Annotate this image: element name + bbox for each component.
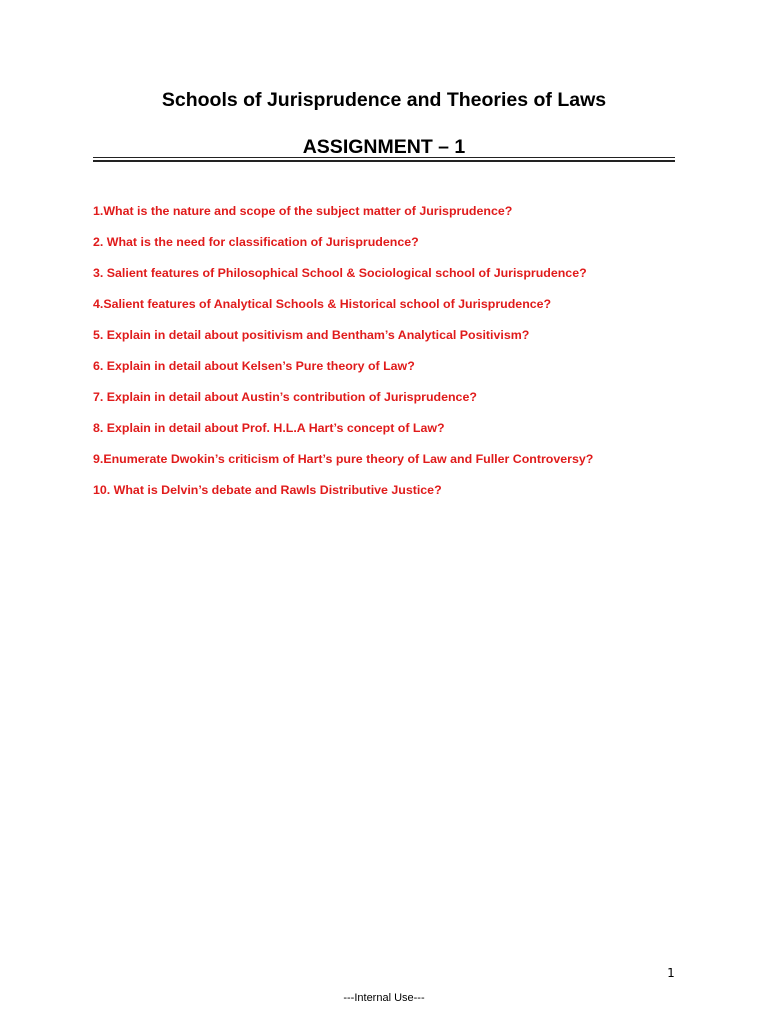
double-rule-divider bbox=[93, 157, 675, 162]
question-item: 6. Explain in detail about Kelsen’s Pure theory of Law? bbox=[93, 359, 415, 373]
question-item: 7. Explain in detail about Austin’s contribution of Jurisprudence? bbox=[93, 390, 477, 404]
question-item: 1.What is the nature and scope of the subject matter of Jurisprudence? bbox=[93, 204, 513, 218]
question-item: 2. What is the need for classification of Jurisprudence? bbox=[93, 235, 419, 249]
footer-classification: ---Internal Use--- bbox=[343, 992, 425, 1004]
question-item: 4.Salient features of Analytical Schools & Historical school of Jurisprudence? bbox=[93, 297, 552, 311]
question-list bbox=[93, 204, 713, 514]
question-item: 5. Explain in detail about positivism and Bentham’s Analytical Positivism? bbox=[93, 328, 530, 342]
question-item: 9.Enumerate Dwokin’s criticism of Hart’s pure theory of Law and Fuller Controversy? bbox=[93, 452, 594, 466]
question-item: 3. Salient features of Philosophical School & Sociological school of Jurisprudence? bbox=[93, 266, 587, 280]
document-title: Schools of Jurisprudence and Theories of Laws bbox=[161, 89, 607, 111]
page-number: 1 bbox=[667, 966, 675, 980]
assignment-heading: ASSIGNMENT – 1 bbox=[302, 136, 466, 158]
question-item: 8. Explain in detail about Prof. H.L.A Hart’s concept of Law? bbox=[93, 421, 445, 435]
question-item: 10. What is Delvin’s debate and Rawls Distributive Justice? bbox=[93, 483, 442, 497]
